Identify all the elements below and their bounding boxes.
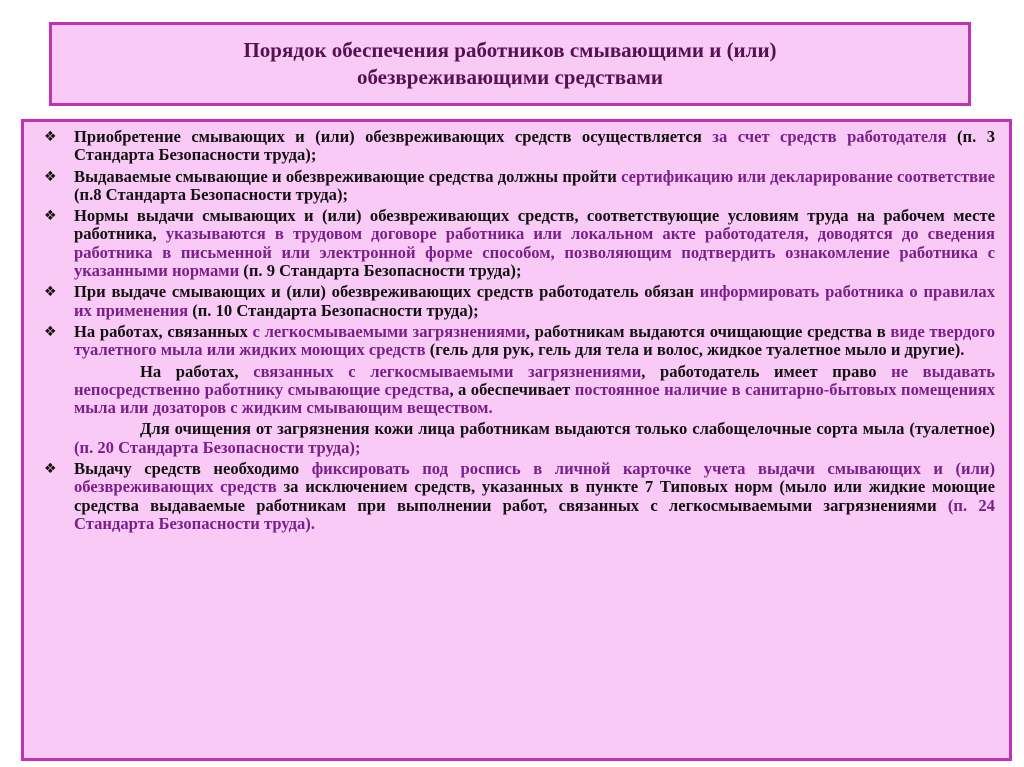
diamond-bullet-icon: ❖ [44, 461, 57, 478]
body-text: Выдачу средств необходимо [74, 459, 312, 479]
content-box [21, 119, 1012, 761]
page-title: Порядок обеспечения работников смывающими и (или) обезвреживающими средствами [243, 38, 777, 89]
highlighted-text: за счет средств работодателя [712, 127, 947, 146]
bullet-item [38, 128, 995, 165]
body-text: (п. 9 Стандарта Безопасности труда); [239, 261, 522, 281]
highlighted-text: сертификацию или декларирование соответствие [621, 166, 996, 186]
highlighted-text: связанных с легкосмываемыми загрязнениями [253, 361, 642, 381]
body-text: На работах, [140, 361, 254, 381]
highlighted-text: не выдавать непосредственно работнику смывающие средства [74, 361, 996, 399]
paragraph [38, 363, 995, 418]
body-text: Нормы выдачи смывающих и (или) обезвреживающих средств, соответствующие условиям труда на рабочем месте работника, [74, 206, 995, 244]
highlighted-text: постоянное наличие в санитарно-бытовых помещениях мыла или дозаторов с жидким смывающим веществом. [74, 379, 995, 418]
body-text: , работодатель имеет право [641, 361, 892, 381]
body-text: Для очищения от загрязнения кожи лица работникам выдаются только слабощелочные сорта мыла (туалетное) [140, 419, 995, 439]
bullet-item [38, 283, 995, 320]
highlighted-text: (п. 24 Стандарта Безопасности труда). [74, 495, 995, 533]
paragraph [38, 420, 995, 457]
diamond-bullet-icon: ❖ [44, 129, 57, 145]
body-text: за исключением средств, указанных в пункте 7 Типовых норм (мыло или жидкие моющие средства выдаваемые работникам при выполнении работ, связанных с легкосмываемыми загрязнениями [74, 477, 995, 515]
highlighted-text: фиксировать под роспись в личной карточке учета выдачи смывающих и (или) обезвреживающих средств [74, 459, 996, 497]
bullet-item [38, 460, 995, 533]
body-text: (п. 3 Стандарта Безопасности труда); [74, 127, 995, 165]
bullet-item [38, 207, 995, 280]
body-text: Приобретение смывающих и (или) обезвреживающих средств осуществляется [74, 127, 713, 146]
title-box [49, 22, 971, 106]
highlighted-text: с легкосмываемыми загрязнениями [252, 321, 526, 341]
highlighted-text: указываются в трудовом договоре работника или локальном акте работодателя, доводятся до сведения работника в письменной или электронной форме способом, позволяющим подтвердить ознакомление работника с указанными нормами [74, 224, 995, 281]
body-text: (п.8 Стандарта Безопасности труда); [74, 184, 349, 204]
diamond-bullet-icon: ❖ [44, 323, 57, 340]
body-text: На работах, связанных [74, 321, 253, 341]
bullet-item [38, 323, 995, 360]
body-text: При выдаче смывающих и (или) обезвреживающих средств работодатель обязан [74, 282, 700, 302]
highlighted-text: виде твердого туалетного мыла или жидких моющих средств [74, 321, 995, 360]
diamond-bullet-icon: ❖ [44, 284, 57, 301]
body-text: , а обеспечивает [449, 379, 575, 399]
body-text: Выдаваемые смывающие и обезвреживающие средства должны пройти [74, 166, 622, 186]
highlighted-text: (п. 20 Стандарта Безопасности труда); [74, 437, 361, 457]
highlighted-text: информировать работника о правилах их применения [74, 282, 995, 320]
diamond-bullet-icon: ❖ [44, 168, 57, 185]
body-text: (п. 10 Стандарта Безопасности труда); [188, 300, 479, 320]
diamond-bullet-icon: ❖ [44, 208, 57, 225]
bullet-item [38, 168, 995, 205]
body-text: (гель для рук, гель для тела и волос, жидкое туалетное мыло и другие). [425, 340, 965, 360]
body-text: , работникам выдаются очищающие средства в [525, 321, 891, 341]
